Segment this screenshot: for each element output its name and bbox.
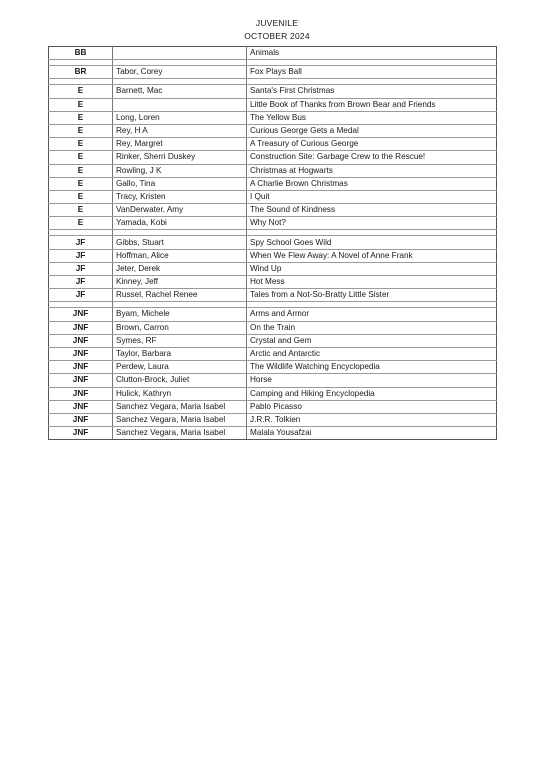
author-name: [113, 98, 247, 111]
author-name: Clutton-Brock, Juliet: [113, 374, 247, 387]
document-title: JUVENILE: [255, 18, 299, 28]
collection-code: E: [49, 111, 113, 124]
collection-code: E: [49, 138, 113, 151]
book-row: [49, 66, 497, 79]
book-title: Curious George Gets a Medal: [247, 124, 497, 137]
author-name: Jeter, Derek: [113, 262, 247, 275]
author-name: Sanchez Vegara, Maria Isabel: [113, 400, 247, 413]
collection-code: E: [49, 124, 113, 137]
author-name: Rey, Margret: [113, 138, 247, 151]
book-row: [49, 190, 497, 203]
author-name: Perdew, Laura: [113, 361, 247, 374]
book-row: [49, 400, 497, 413]
author-name: Sanchez Vegara, Maria Isabel: [113, 413, 247, 426]
book-row: [49, 217, 497, 230]
document-subtitle: OCTOBER 2024: [244, 31, 310, 41]
collection-code: JNF: [49, 321, 113, 334]
collection-code: JF: [49, 249, 113, 262]
book-title: Construction Site: Garbage Crew to the Rescue!: [247, 151, 497, 164]
book-row: [49, 111, 497, 124]
book-title: Malala Yousafzai: [247, 427, 497, 440]
book-row: [49, 204, 497, 217]
author-name: Barnett, Mac: [113, 85, 247, 98]
book-row: [49, 427, 497, 440]
book-title: Arms and Armor: [247, 308, 497, 321]
collection-code: JF: [49, 236, 113, 249]
author-name: Hulick, Kathryn: [113, 387, 247, 400]
author-name: Long, Loren: [113, 111, 247, 124]
author-name: Yamada, Kobi: [113, 217, 247, 230]
collection-code: JNF: [49, 413, 113, 426]
book-title: Tales from a Not-So-Bratty Little Sister: [247, 289, 497, 302]
author-name: Tracy, Kristen: [113, 190, 247, 203]
book-row: [49, 138, 497, 151]
collection-code: E: [49, 204, 113, 217]
book-row: [49, 374, 497, 387]
collection-code: E: [49, 190, 113, 203]
book-title: Animals: [247, 47, 497, 60]
book-title: The Sound of Kindness: [247, 204, 497, 217]
book-title: Wind Up: [247, 262, 497, 275]
book-title: Camping and Hiking Encyclopedia: [247, 387, 497, 400]
author-name: Tabor, Corey: [113, 66, 247, 79]
book-title: A Treasury of Curious George: [247, 138, 497, 151]
book-row: [49, 321, 497, 334]
collection-code: E: [49, 85, 113, 98]
book-row: [49, 289, 497, 302]
author-name: VanDerwater, Amy: [113, 204, 247, 217]
book-row: [49, 249, 497, 262]
collection-code: JF: [49, 276, 113, 289]
collection-code: JF: [49, 262, 113, 275]
book-row: [49, 334, 497, 347]
author-name: Russel, Rachel Renee: [113, 289, 247, 302]
book-title: I Quit: [247, 190, 497, 203]
book-list-body: [49, 47, 497, 440]
author-name: Brown, Carron: [113, 321, 247, 334]
collection-code: JNF: [49, 347, 113, 360]
author-name: Rowling, J K: [113, 164, 247, 177]
book-row: [49, 98, 497, 111]
book-title: Fox Plays Ball: [247, 66, 497, 79]
book-title: On the Train: [247, 321, 497, 334]
book-row: [49, 308, 497, 321]
book-title: When We Flew Away: A Novel of Anne Frank: [247, 249, 497, 262]
book-row: [49, 387, 497, 400]
author-name: Sanchez Vegara, Maria Isabel: [113, 427, 247, 440]
book-title: Little Book of Thanks from Brown Bear and Friends: [247, 98, 497, 111]
author-name: Rinker, Sherri Duskey: [113, 151, 247, 164]
book-title: Hot Mess: [247, 276, 497, 289]
book-title: The Yellow Bus: [247, 111, 497, 124]
collection-code: BB: [49, 47, 113, 60]
book-title: Christmas at Hogwarts: [247, 164, 497, 177]
collection-code: E: [49, 151, 113, 164]
collection-code: E: [49, 177, 113, 190]
book-title: Santa's First Christmas: [247, 85, 497, 98]
author-name: Kinney, Jeff: [113, 276, 247, 289]
book-row: [49, 413, 497, 426]
author-name: Rey, H A: [113, 124, 247, 137]
author-name: Gallo, Tina: [113, 177, 247, 190]
collection-code: JNF: [49, 400, 113, 413]
collection-code: JNF: [49, 334, 113, 347]
book-row: [49, 276, 497, 289]
book-row: [49, 262, 497, 275]
author-name: Hoffman, Alice: [113, 249, 247, 262]
collection-code: JF: [49, 289, 113, 302]
book-row: [49, 47, 497, 60]
book-title: J.R.R. Tolkien: [247, 413, 497, 426]
book-row: [49, 124, 497, 137]
collection-code: JNF: [49, 374, 113, 387]
collection-code: BR: [49, 66, 113, 79]
book-row: [49, 177, 497, 190]
collection-code: E: [49, 98, 113, 111]
author-name: [113, 47, 247, 60]
book-row: [49, 347, 497, 360]
book-title: Pablo Picasso: [247, 400, 497, 413]
book-title: Crystal and Gem: [247, 334, 497, 347]
juvenile-book-list: [48, 46, 497, 440]
author-name: Gibbs, Stuart: [113, 236, 247, 249]
collection-code: JNF: [49, 308, 113, 321]
book-row: [49, 85, 497, 98]
collection-code: E: [49, 217, 113, 230]
book-title: Arctic and Antarctic: [247, 347, 497, 360]
collection-code: JNF: [49, 387, 113, 400]
collection-code: E: [49, 164, 113, 177]
book-title: A Charlie Brown Christmas: [247, 177, 497, 190]
book-title: The Wildlife Watching Encyclopedia: [247, 361, 497, 374]
book-row: [49, 236, 497, 249]
author-name: Symes, RF: [113, 334, 247, 347]
collection-code: JNF: [49, 427, 113, 440]
author-name: Byam, Michele: [113, 308, 247, 321]
book-row: [49, 164, 497, 177]
book-title: Spy School Goes Wild: [247, 236, 497, 249]
collection-code: JNF: [49, 361, 113, 374]
book-title: Why Not?: [247, 217, 497, 230]
author-name: Taylor, Barbara: [113, 347, 247, 360]
book-row: [49, 151, 497, 164]
book-title: Horse: [247, 374, 497, 387]
book-row: [49, 361, 497, 374]
